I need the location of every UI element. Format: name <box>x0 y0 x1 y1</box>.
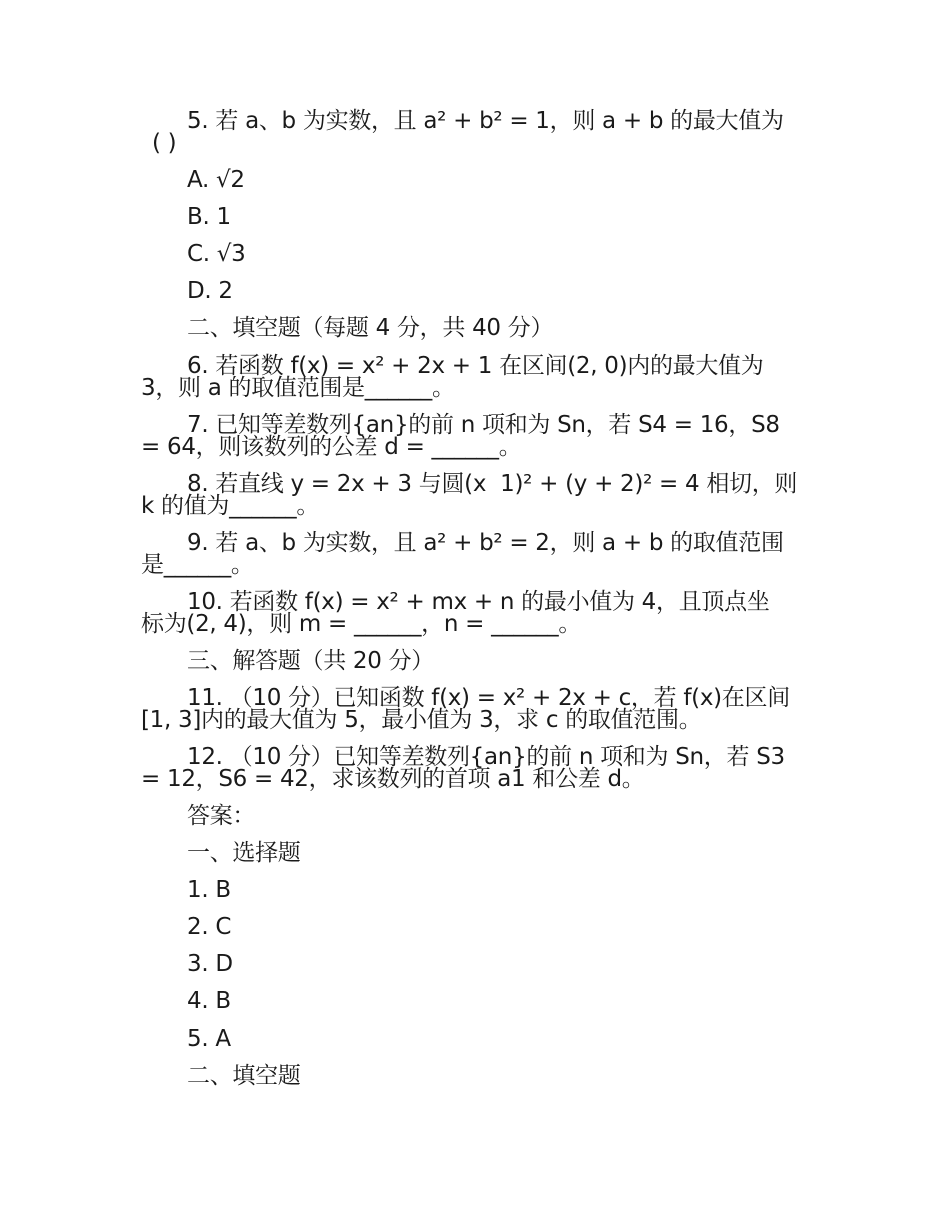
answer-4: 4. B <box>187 988 231 1014</box>
q10-line1: 10. 若函数 f(x) = x² + mx + n 的最小值为 4，且顶点坐 <box>187 589 770 615</box>
q11-line2: [1, 3]内的最大值为 5，最小值为 3，求 c 的取值范围。 <box>141 707 702 733</box>
q6-line2: 3，则 a 的取值范围是______。 <box>141 375 455 401</box>
section-3-heading: 三、解答题（共 20 分） <box>187 648 434 674</box>
q7-line1: 7. 已知等差数列{an}的前 n 项和为 Sn，若 S4 = 16，S8 <box>187 412 780 438</box>
answer-5: 5. A <box>187 1026 231 1052</box>
q5-option-c: C. √3 <box>187 241 246 267</box>
q9-line2: 是______。 <box>141 552 254 578</box>
answer-3: 3. D <box>187 951 233 977</box>
q5-option-a: A. √2 <box>187 167 245 193</box>
q9-line1: 9. 若 a、b 为实数，且 a² + b² = 2，则 a + b 的取值范围 <box>187 530 784 556</box>
q5-line1: 5. 若 a、b 为实数，且 a² + b² = 1，则 a + b 的最大值为 <box>187 108 784 134</box>
q10-line2: 标为(2, 4)，则 m = ______，n = ______。 <box>141 611 582 637</box>
q8-line2: k 的值为______。 <box>141 493 320 519</box>
answers-section-2: 二、填空题 <box>187 1063 301 1089</box>
q12-line2: = 12，S6 = 42，求该数列的首项 a1 和公差 d。 <box>141 766 645 792</box>
answers-label: 答案： <box>187 803 256 829</box>
q12-line1: 12. （10 分）已知等差数列{an}的前 n 项和为 Sn，若 S3 <box>187 744 785 770</box>
q6-line1: 6. 若函数 f(x) = x² + 2x + 1 在区间(2, 0)内的最大值为 <box>187 353 764 379</box>
q8-line1: 8. 若直线 y = 2x + 3 与圆(x 1)² + (y + 2)² = 4 相切，则 <box>187 471 798 497</box>
q5-line2: ( ) <box>152 130 177 156</box>
q5-option-b: B. 1 <box>187 204 231 230</box>
answer-2: 2. C <box>187 914 232 940</box>
q11-line1: 11. （10 分）已知函数 f(x) = x² + 2x + c，若 f(x)在区间 <box>187 685 790 711</box>
section-2-heading: 二、填空题（每题 4 分，共 40 分） <box>187 315 554 341</box>
q7-line2: = 64，则该数列的公差 d = ______。 <box>141 434 522 460</box>
answer-1: 1. B <box>187 877 231 903</box>
q5-option-d: D. 2 <box>187 278 233 304</box>
answers-section-1: 一、选择题 <box>187 840 301 866</box>
